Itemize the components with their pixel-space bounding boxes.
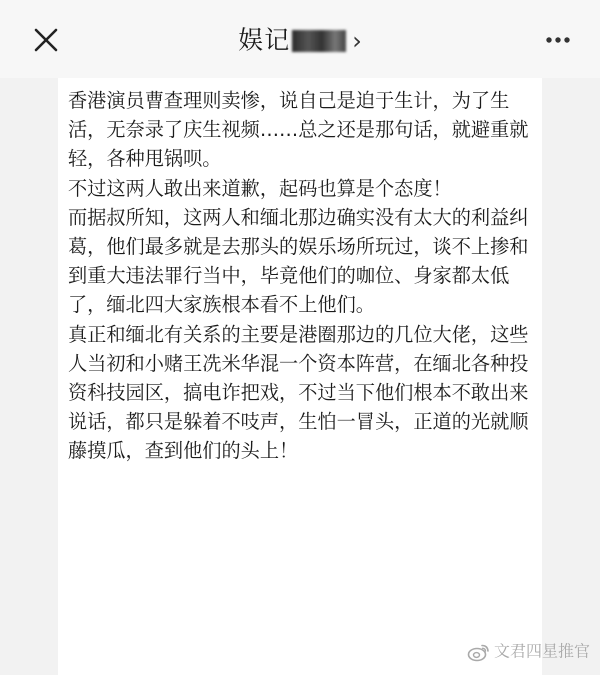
- article-body: [68, 86, 530, 466]
- article-paragraph: 真正和缅北有关系的主要是港圈那边的几位大佬，这些人当初和小赌王冼米华混一个资本阵营，在缅北各种投资科技园区，搞电诈把戏，不过当下他们根本不敢出来说话，都只是躲着不吱声，生怕一冒头，正道的光就顺藤摸瓜，查到他们的头上！: [68, 322, 529, 463]
- nav-title-group[interactable]: [0, 20, 600, 60]
- article-paragraph: 不过这两人敢出来道歉，起码也算是个态度！: [68, 176, 452, 200]
- chevron-right-icon: ›: [352, 26, 362, 55]
- watermark: [467, 639, 590, 663]
- weibo-icon: [467, 642, 491, 662]
- nav-bar: [0, 0, 600, 78]
- article-card: [58, 78, 542, 675]
- more-button[interactable]: [540, 24, 576, 56]
- more-dots-icon: [540, 24, 576, 56]
- redacted-name-block: [292, 30, 346, 52]
- article-paragraph: 而据叔所知，这两人和缅北那边确实没有太大的利益纠葛，他们最多就是去那头的娱乐场所玩过，谈不上掺和到重大违法罪行当中，毕竟他们的咖位、身家都太低了，缅北四大家族根本看不上他们。: [68, 205, 529, 317]
- article-paragraph: 香港演员曹查理则卖惨，说自己是迫于生计，为了生活，无奈录了庆生视频……总之还是那句话，就避重就轻，各种甩锅呗。: [68, 89, 529, 171]
- watermark-text: 文君四星推官: [493, 641, 590, 661]
- page-title: 娱记: [238, 25, 291, 55]
